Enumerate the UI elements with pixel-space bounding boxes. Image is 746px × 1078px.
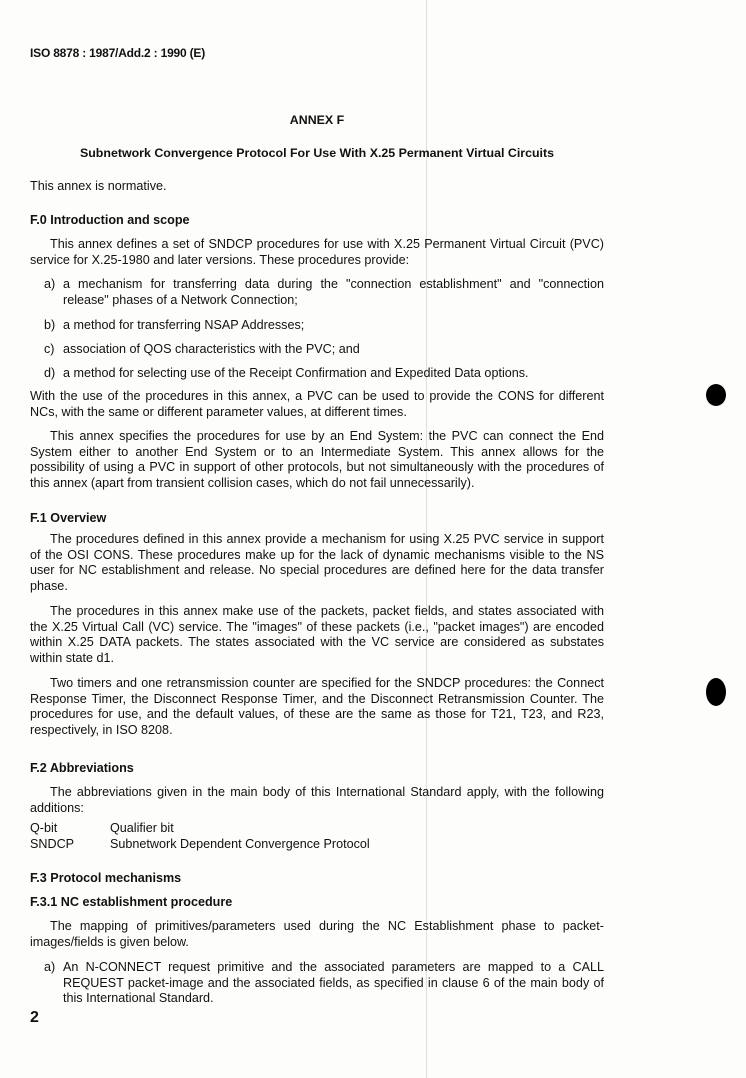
normative-statement: This annex is normative.	[30, 179, 167, 193]
f1-paragraph-2: The procedures in this annex make use of the packets, packet fields, and states associated with the X.25 Virtual Call (VC) service. The "images" of these packets (i.e., "packet images") are encoded within X.25 DATA packets. The states associated with the VC service are considered as substates within state d1.	[30, 604, 604, 665]
f0-paragraph-3: This annex specifies the procedures for use by an End System: the PVC can connect the End System either to another End System or to an Intermediate System. This annex allows for the possibility of using a PVC in support of other protocols, but not simultaneously with the procedures of this annex (apart from transient collision cases, which do not fail unnecessarily).	[30, 429, 604, 490]
abbreviation-definition: Qualifier bit	[110, 821, 174, 835]
document-header: ISO 8878 : 1987/Add.2 : 1990 (E)	[30, 46, 206, 60]
list-item	[30, 277, 604, 308]
f0-intro-paragraph: This annex defines a set of SNDCP procedures for use with X.25 Permanent Virtual Circuit (PVC) service for X.25-1980 and later versions. These procedures provide:	[30, 237, 604, 267]
list-item-text: a method for selecting use of the Receipt Confirmation and Expedited Data options.	[63, 366, 529, 380]
list-item-text: a mechanism for transferring data during the "connection establishment" and "connection release" phases of a Network Connection;	[63, 277, 604, 307]
list-marker: d)	[44, 366, 56, 380]
f0-paragraph-2: With the use of the procedures in this annex, a PVC can be used to provide the CONS for different NCs, with the same or different parameter values, at different times.	[30, 389, 604, 419]
abbreviation-definition: Subnetwork Dependent Convergence Protocol	[110, 837, 370, 851]
section-heading-f2: F.2 Abbreviations	[30, 761, 134, 775]
page-number: 2	[30, 1009, 39, 1026]
list-item	[30, 318, 604, 334]
abbreviation-term: Q-bit	[30, 821, 58, 835]
subsection-heading-f3-1: F.3.1 NC establishment procedure	[30, 895, 233, 909]
list-item-text: a method for transferring NSAP Addresses;	[63, 318, 305, 332]
section-heading-f1: F.1 Overview	[30, 511, 107, 525]
list-item-text: An N-CONNECT request primitive and the associated parameters are mapped to a CALL REQUEST packet-image and the associated fields, as specified in clause 6 of the main body of this International Standard.	[63, 960, 604, 1006]
list-marker: b)	[44, 318, 56, 332]
list-marker: a)	[44, 277, 56, 291]
list-marker: c)	[44, 342, 55, 356]
section-heading-f0: F.0 Introduction and scope	[30, 213, 190, 227]
annex-title: ANNEX F	[289, 113, 345, 127]
f1-paragraph-3: Two timers and one retransmission counter are specified for the SNDCP procedures: the Connect Response Timer, the Disconnect Response Timer, and the Disconnect Retransmission Counter. The procedures for use, and the default values, of these are the same as those for T21, T23, and R23, respectively, in ISO 8208.	[30, 676, 604, 737]
list-item	[30, 342, 604, 358]
list-item-text: association of QOS characteristics with the PVC; and	[63, 342, 360, 356]
abbreviation-term: SNDCP	[30, 837, 75, 851]
annex-subtitle: Subnetwork Convergence Protocol For Use With X.25 Permanent Virtual Circuits	[79, 146, 555, 160]
list-marker: a)	[44, 960, 56, 974]
punch-hole-mark	[706, 384, 726, 406]
punch-hole-mark	[706, 678, 726, 706]
list-item	[30, 960, 604, 1007]
f3-paragraph-1: The mapping of primitives/parameters used during the NC Establishment phase to packet-images/fields is given below.	[30, 919, 604, 949]
list-item	[30, 366, 604, 382]
section-heading-f3: F.3 Protocol mechanisms	[30, 871, 182, 885]
f2-paragraph-1: The abbreviations given in the main body of this International Standard apply, with the following additions:	[30, 785, 604, 815]
f1-paragraph-1: The procedures defined in this annex provide a mechanism for using X.25 PVC service in support of the OSI CONS. These procedures make up for the lack of dynamic mechanisms visible to the NS user for NC establishment and release. No special procedures are defined here for the data transfer phase.	[30, 532, 604, 593]
